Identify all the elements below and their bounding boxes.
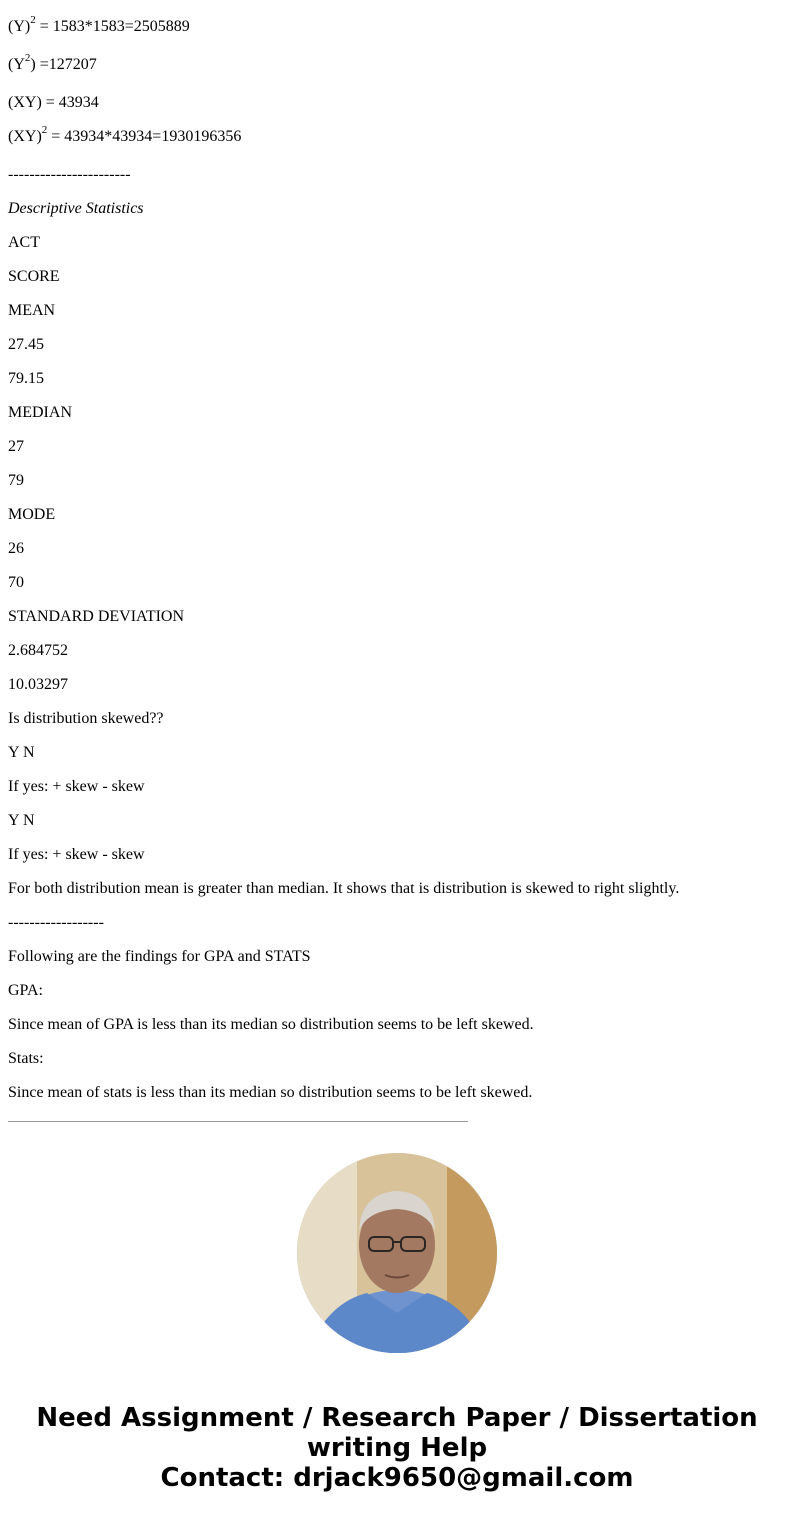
statistics-line: 26 [8, 540, 24, 557]
statistics-line: ------------------ [8, 914, 104, 931]
statistics-line: 10.03297 [8, 676, 68, 693]
statistics-line: 79.15 [8, 370, 44, 387]
statistics-line: Stats: [8, 1050, 44, 1067]
statistics-line: 79 [8, 472, 24, 489]
statistics-line: Y N [8, 812, 35, 829]
contact-banner [0, 1403, 794, 1493]
statistics-line: 2.684752 [8, 642, 68, 659]
statistics-line: Y N [8, 744, 35, 761]
statistics-line: 70 [8, 574, 24, 591]
statistics-line: Since mean of GPA is less than its median so distribution seems to be left skewed. [8, 1016, 534, 1033]
statistics-line: If yes: + skew - skew [8, 778, 145, 795]
y2-line: $(Y^2) =127207$ [8, 51, 97, 73]
cta-contact-email[interactable]: Contact: drjack9650@gmail.com [160, 1463, 634, 1493]
statistics-line: For both distribution mean is greater than median. It shows that is distribution is skewed to right slightly. [8, 880, 680, 897]
statistics-lines [8, 234, 786, 1118]
cta-line-1: Need Assignment / Research Paper / Dissertation [36, 1403, 758, 1433]
cta-line-2: writing Help [306, 1433, 488, 1463]
statistics-line: MEDIAN [8, 404, 72, 421]
statistics-line: MODE [8, 506, 56, 523]
statistics-line: 27 [8, 438, 24, 455]
author-avatar [297, 1153, 497, 1353]
statistics-line: 27.45 [8, 336, 44, 353]
descriptive-statistics-heading: Descriptive Statistics [8, 200, 144, 217]
partial-top-line [8, 0, 786, 18]
xy-line: (XY) = 43934 [8, 94, 99, 111]
statistics-line: MEAN [8, 302, 56, 319]
statistics-line: Is distribution skewed?? [8, 710, 164, 727]
horizontal-rule [8, 1121, 468, 1122]
statistics-line: STANDARD DEVIATION [8, 608, 185, 625]
y-squared-line: $(Y)^2 = 1583*1583=2505889$ [8, 13, 190, 35]
statistics-line: GPA: [8, 982, 43, 999]
document-body [8, 0, 786, 1118]
divider-dashes: ----------------------- [8, 166, 131, 183]
statistics-line: If yes: + skew - skew [8, 846, 145, 863]
statistics-line: Following are the findings for GPA and STATS [8, 948, 311, 965]
statistics-line: ACT [8, 234, 40, 251]
avatar-portrait [297, 1153, 497, 1353]
xy-squared-line: (XY)$^2$ = 43934*43934=1930196356 [8, 123, 242, 145]
statistics-line: Since mean of stats is less than its median so distribution seems to be left skewed. [8, 1084, 533, 1101]
statistics-line: SCORE [8, 268, 60, 285]
